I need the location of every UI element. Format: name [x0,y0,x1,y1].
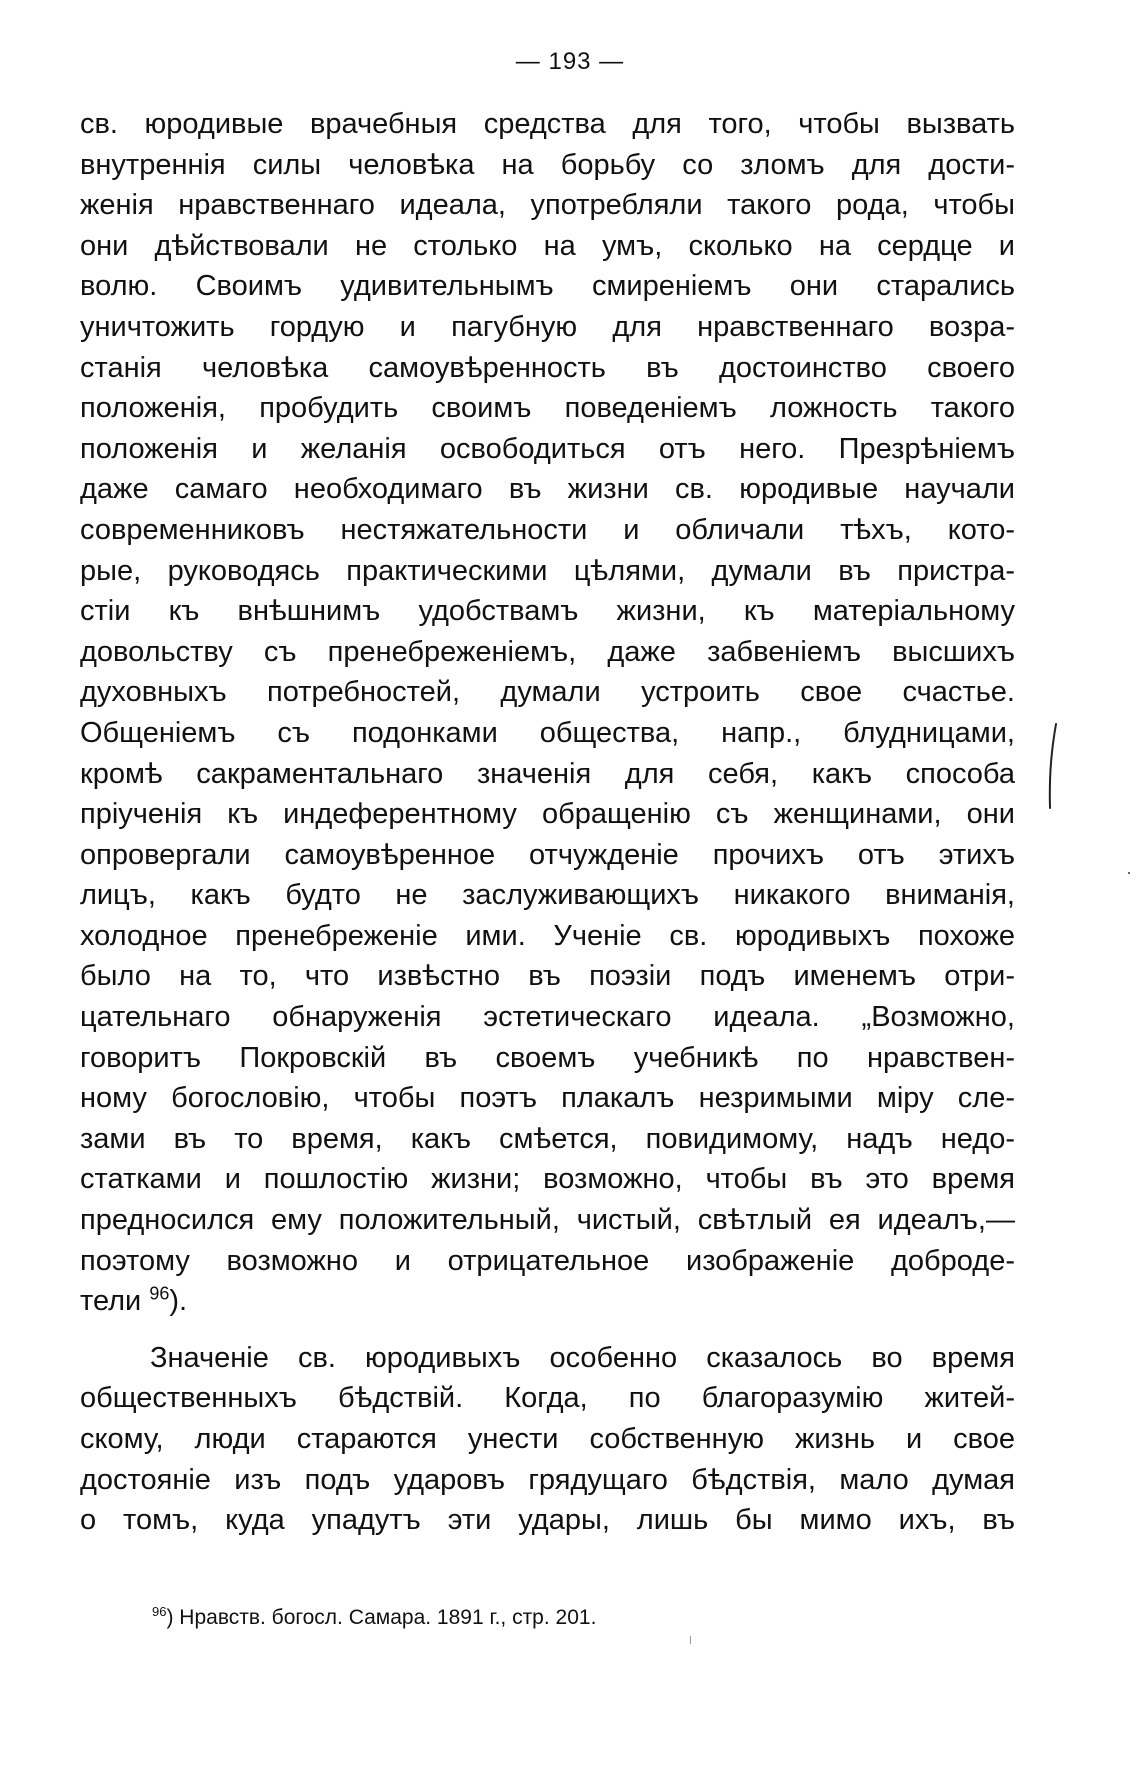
text-line: современниковъ нестяжательности и обличали тѣхъ, кото- [80,513,1015,546]
text-line: даже самаго необходимаго въ жизни св. юродивые научали [80,473,1015,506]
text-line: о томъ, куда упадутъ эти удары, лишь бы мимо ихъ, въ [80,1504,1015,1537]
paragraph-gap [80,1322,1015,1338]
text-line: рые, руководясь практическими цѣлями, думали въ пристра- [80,554,1015,587]
text-line: общественныхъ бѣдствій. Когда, по благоразумію житей- [80,1382,1015,1415]
text-line: Общеніемъ съ подонками общества, напр., блудницами, [80,716,1015,749]
text-line: духовныхъ потребностей, думали устроить свое счастье. [80,676,1015,709]
footnote [152,1606,596,1630]
text-line: опровергали самоувѣренное отчужденіе прочихъ отъ этихъ [80,838,1015,871]
text-line: Значеніе св. юродивыхъ особенно сказалось во время [150,1341,1015,1374]
text-line: пріученія къ индеферентному обращенію съ женщинами, они [80,798,1015,831]
scan-speck [1128,872,1130,874]
text-line: говоритъ Покровскій въ своемъ учебникѣ по нравствен- [80,1041,1015,1074]
text-line: станія человѣка самоувѣренность въ достоинство своего [80,351,1015,384]
text-line: было на то, что извѣстно въ поэзіи подъ именемъ отри- [80,960,1015,993]
text-line-last [80,1281,1015,1322]
text-line: статками и пошлостію жизни; возможно, чтобы въ это время [80,1163,1015,1196]
footnote-text: ) Нравств. богосл. Самара. 1891 г., стр. 201. [166,1606,597,1629]
main-text [80,104,1015,1541]
text-line: предносился ему положительный, чистый, свѣтлый ея идеалъ,— [80,1204,1015,1237]
text-line: скому, люди стараются унести собственную жизнь и свое [80,1423,1015,1455]
scan-speck [690,1636,691,1644]
margin-pencil-mark-icon [1043,722,1063,812]
text-line: цательнаго обнаруженія эстетическаго идеала. „Возможно, [80,1001,1015,1034]
text-line: внутреннія силы человѣка на борьбу со зломъ для дости- [80,148,1015,181]
text-line: они дѣйствовали не столько на умъ, сколько на сердце и [80,229,1015,262]
footnote-reference[interactable]: 96 [149,1283,170,1304]
text-line: св. юродивые врачебныя средства для того, чтобы вызвать [80,108,1015,140]
text-line: достояніе изъ подъ ударовъ грядущаго бѣдствія, мало думая [80,1463,1015,1496]
text-line: уничтожить гордую и пагубную для нравственнаго возра- [80,310,1015,343]
text-line: кромѣ сакраментальнаго значенія для себя, какъ способа [80,757,1015,790]
text-line: довольству съ пренебреженіемъ, даже забвеніемъ высшихъ [80,635,1015,668]
text-line: положенія и желанія освободиться отъ него. Презрѣніемъ [80,432,1015,465]
text-line: женія нравственнаго идеала, употребляли такого рода, чтобы [80,189,1015,222]
text-line: стіи къ внѣшнимъ удобствамъ жизни, къ матеріальному [80,595,1015,628]
text-line: положенія, пробудить своимъ поведеніемъ ложность такого [80,392,1015,425]
page-number: — 193 — [515,48,625,75]
text-line: ному богословію, чтобы поэтъ плакалъ незримыми міру сле- [80,1082,1015,1115]
text-line-fragment: тели [80,1285,142,1318]
footnote-mark: 96 [152,1604,167,1619]
text-line: поэтому возможно и отрицательное изображеніе доброде- [80,1244,1015,1277]
text-line: лицъ, какъ будто не заслуживающихъ никакого вниманія, [80,879,1015,912]
text-line: волю. Своимъ удивительнымъ смиреніемъ они старались [80,270,1015,303]
text-line: холодное пренебреженіе ими. Ученіе св. юродивыхъ похоже [80,919,1015,952]
text-line: зами въ то время, какъ смѣется, повидимому, надъ недо- [80,1122,1015,1155]
text-line-ending: ). [169,1285,188,1318]
